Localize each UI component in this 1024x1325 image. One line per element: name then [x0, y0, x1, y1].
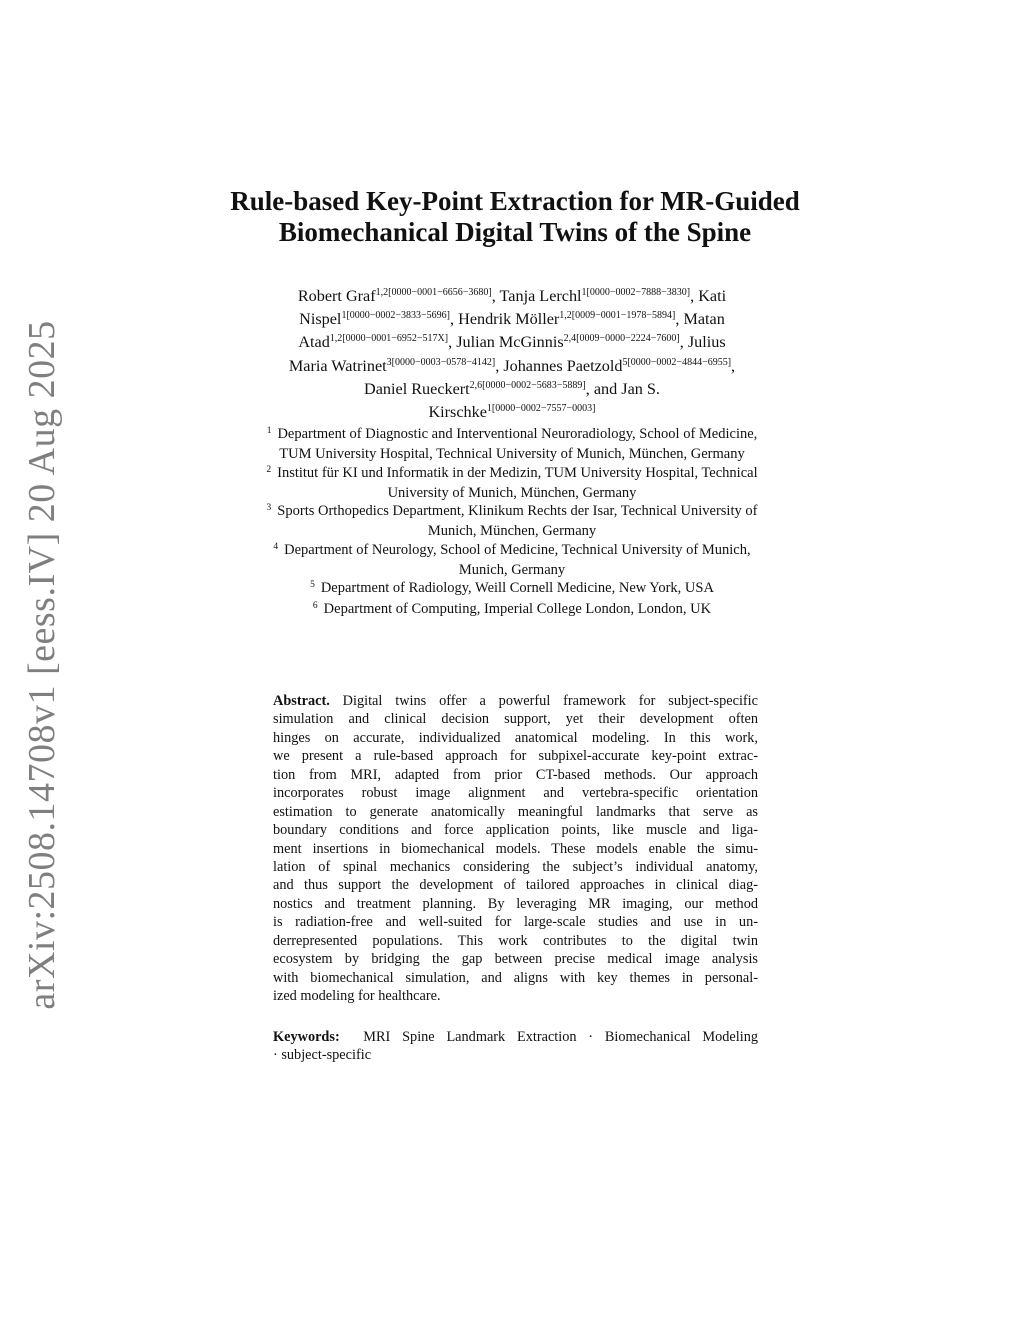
keywords-line [273, 1028, 758, 1046]
author-orcid: 2,4[0009−0000−2224−7600] [563, 333, 680, 345]
title-line-2: Biomechanical Digital Twins of the Spine [278, 217, 752, 247]
author-orcid: 1[0000−0002−7888−3830] [581, 287, 691, 298]
affiliation-1-cont: TUM University Hospital, Technical University of Munich, München, Germany [279, 446, 745, 463]
author-name: , Kati [690, 287, 727, 305]
author-name: , Julius [679, 333, 726, 352]
author-line [212, 332, 812, 355]
affiliation-4 [212, 541, 812, 561]
abstract-line: simulation and clinical decision support, yet their development often [273, 711, 758, 728]
author-orcid: 1,2[0000−0001−6952−517X] [329, 333, 449, 345]
author-line [212, 309, 812, 332]
author-name: , [731, 356, 736, 375]
affiliation-text: Department of Radiology, Weill Cornell Medicine, New York, USA [320, 580, 714, 597]
abstract-line: nostics and treatment planning. By leveraging MR imaging, our method [273, 895, 758, 912]
abstract-line: with biomechanical simulation, and aligns with key themes in personal- [273, 969, 758, 986]
affiliation-number: 2 [266, 464, 272, 475]
abstract-line: tion from MRI, adapted from prior CT-based methods. Our approach [273, 766, 758, 783]
author-list [212, 286, 812, 425]
author-name: , Julian McGinnis [448, 333, 564, 352]
abstract-line: hinges on accurate, individualized anatomical modeling. In this work, [273, 729, 758, 746]
author-name: Atad [298, 333, 330, 352]
affiliation-text: Sports Orthopedics Department, Klinikum Rechts der Isar, Technical University of [277, 503, 758, 520]
author-name: Daniel Rueckert [364, 379, 470, 398]
author-line [212, 286, 812, 309]
abstract-label: Abstract. [273, 693, 330, 709]
abstract [273, 692, 758, 1005]
abstract-line: ized modeling for healthcare. [273, 988, 441, 1004]
affiliation-number: 5 [310, 580, 315, 591]
paper-title [200, 186, 830, 248]
affiliation-text: Institut für KI und Informatik in der Medizin, TUM University Hospital, Technical [277, 464, 758, 481]
abstract-line: we present a rule-based approach for subpixel-accurate key-point extrac- [273, 748, 758, 765]
abstract-line: and thus support the development of tailored approaches in clinical diag- [273, 877, 758, 894]
keywords-text: MRI Spine Landmark Extraction · Biomechanical Modeling [363, 1029, 758, 1045]
abstract-line: boundary conditions and force application points, like muscle and liga- [273, 822, 758, 839]
abstract-line: is radiation-free and well-suited for large-scale studies and use in un- [273, 914, 758, 931]
abstract-line: lation of spinal mechanics considering the subject’s individual anatomy, [273, 858, 758, 875]
affiliation-5 [212, 579, 812, 599]
author-line [212, 356, 812, 379]
abstract-line: ment insertions in biomechanical models. These models enable the simu- [273, 840, 758, 857]
author-orcid: 1,2[0000−0001−6656−3680] [375, 287, 492, 298]
affiliation-number: 3 [266, 503, 272, 514]
author-name: Robert Graf [297, 287, 376, 305]
keywords [273, 1028, 758, 1065]
author-name: Maria Watrinet [288, 356, 387, 375]
author-line [212, 379, 812, 402]
affiliation-3-cont: Munich, München, Germany [427, 523, 597, 540]
affiliation-number: 6 [312, 600, 318, 611]
author-orcid: 1,2[0009−0001−1978−5894] [559, 310, 676, 322]
abstract-line: estimation to generate anatomically meaningful landmarks that serve as [273, 803, 758, 820]
abstract-line: incorporates robust image alignment and vertebra-specific orientation [273, 785, 758, 802]
author-name: , Tanja Lerchl [491, 287, 582, 305]
affiliation-text: Department of Computing, Imperial College London, London, UK [323, 600, 712, 617]
author-name: , Johannes Paetzold [495, 356, 623, 375]
affiliation-1 [212, 425, 812, 445]
keywords-line: · subject-specific [273, 1047, 372, 1064]
author-name: , Matan [675, 310, 725, 329]
affiliation-3 [212, 502, 812, 522]
author-line [212, 402, 812, 425]
affiliation-number: 4 [273, 541, 279, 552]
affiliation-number: 1 [266, 426, 272, 436]
affiliation-text: Department of Diagnostic and Interventional Neuroradiology, School of Medicine, [277, 426, 758, 442]
affiliation-list [212, 425, 812, 620]
author-orcid: 1[0000−0002−7557−0003] [486, 403, 596, 415]
abstract-text: Digital twins offer a powerful framework for subject-specific [342, 693, 759, 709]
author-name: Kirschke [428, 403, 487, 422]
author-name: , and Jan S. [585, 379, 660, 398]
affiliation-2-cont: University of Munich, München, Germany [387, 484, 637, 501]
author-orcid: 5[0000−0002−4844−6955] [622, 356, 732, 368]
author-name: Nispel [299, 310, 342, 329]
abstract-line [273, 692, 758, 710]
affiliation-2 [212, 464, 812, 484]
abstract-line: ecosystem by bridging the gap between precise medical image analysis [273, 951, 758, 968]
affiliation-6 [212, 600, 812, 620]
affiliation-4-cont: Munich, Germany [458, 562, 566, 579]
author-orcid: 3[0000−0003−0578−4142] [386, 356, 496, 368]
affiliation-text: Department of Neurology, School of Medicine, Technical University of Munich, [284, 541, 751, 558]
author-orcid: 1[0000−0002−3833−5696] [341, 310, 451, 322]
title-line-1: Rule-based Key-Point Extraction for MR-Guided [230, 186, 800, 216]
arxiv-identifier: arXiv:2508.14708v1 [eess.IV] 20 Aug 2025 [21, 320, 63, 1010]
keywords-label: Keywords: [273, 1029, 340, 1045]
author-name: , Hendrik Möller [450, 310, 560, 329]
author-orcid: 2,6[0000−0002−5683−5889] [469, 379, 586, 391]
abstract-line: derrepresented populations. This work contributes to the digital twin [273, 932, 758, 949]
